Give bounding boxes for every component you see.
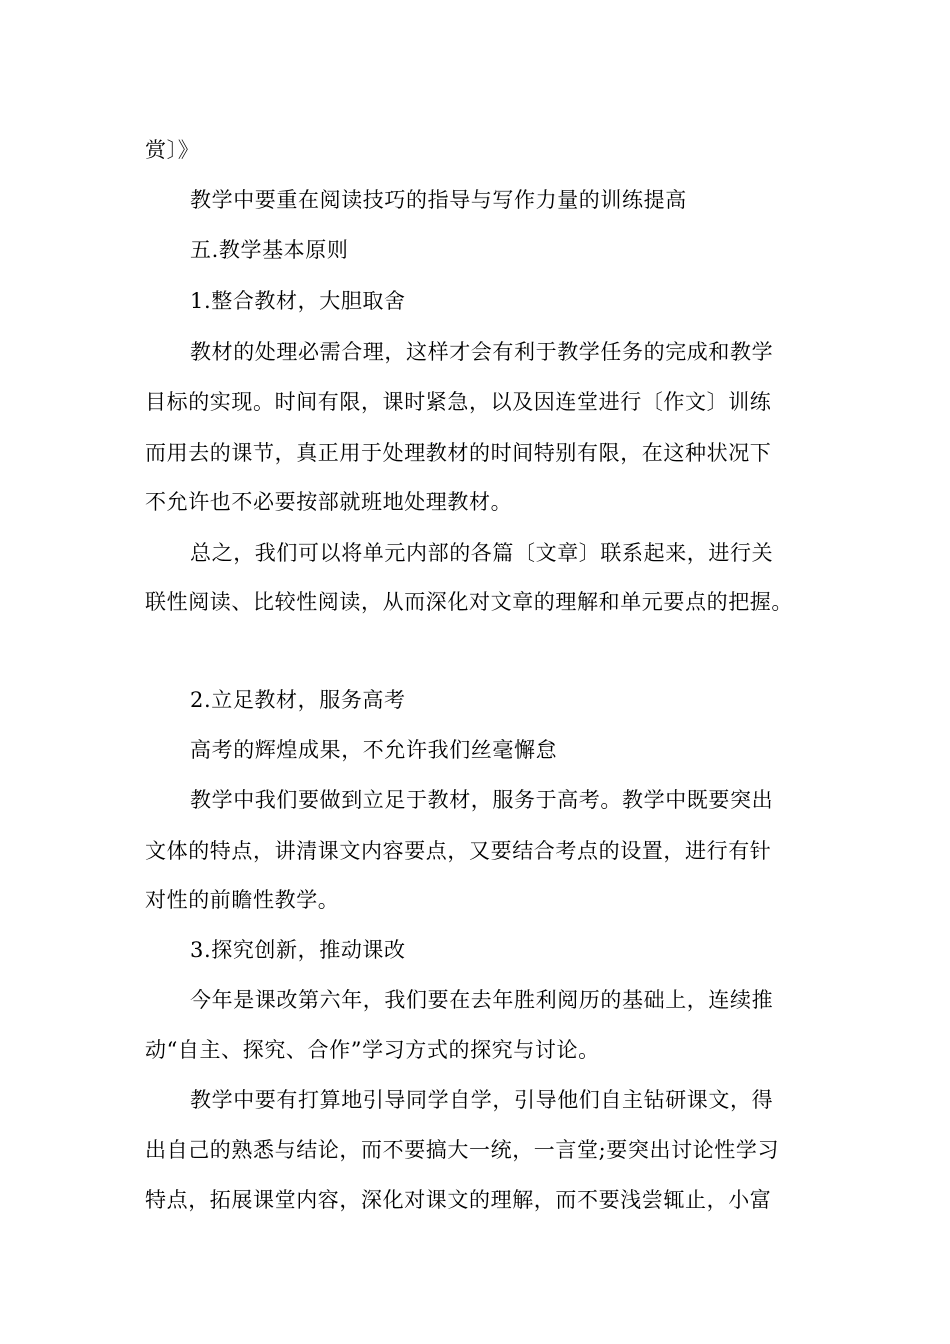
- text-line: 今年是课改第六年，我们要在去年胜利阅历的基础上，连续推: [190, 988, 774, 1012]
- text-line: 赏〕》: [145, 138, 200, 162]
- text-line: 教学中要有打算地引导同学自学，引导他们自主钻研课文，得: [190, 1088, 774, 1112]
- text-line: 而用去的课节，真正用于处理教材的时间特别有限，在这种状况下: [145, 441, 772, 465]
- text-line: 不允许也不必要按部就班地处理教材。: [145, 490, 513, 514]
- subsection-heading: 1.整合教材，大胆取舍: [190, 289, 406, 313]
- text-line: 联性阅读、比较性阅读，从而深化对文章的理解和单元要点的把握。: [145, 590, 793, 614]
- text-line: 文体的特点，讲清课文内容要点，又要结合考点的设置，进行有针: [145, 839, 772, 863]
- subsection-heading: 3.探究创新，推动课改: [190, 938, 406, 962]
- subsection-heading: 2.立足教材，服务高考: [190, 688, 406, 712]
- text-line: 教学中我们要做到立足于教材，服务于高考。教学中既要突出: [190, 788, 774, 812]
- text-line: 高考的辉煌成果，不允许我们丝毫懈怠: [190, 738, 558, 762]
- text-line: 目标的实现。时间有限，课时紧急，以及因连堂进行〔作文〕训练: [145, 390, 772, 414]
- text-line: 出自己的熟悉与结论，而不要搞大一统，一言堂;要突出讨论性学习: [145, 1138, 780, 1162]
- text-line: 特点，拓展课堂内容，深化对课文的理解，而不要浅尝辄止，小富: [145, 1188, 772, 1212]
- text-line: 教材的处理必需合理，这样才会有利于教学任务的完成和教学: [190, 340, 774, 364]
- text-line: 教学中要重在阅读技巧的指导与写作力量的训练提高: [190, 188, 687, 212]
- text-line: 对性的前瞻性教学。: [145, 888, 340, 912]
- text-line: 动“自主、探究、合作”学习方式的探究与讨论。: [145, 1038, 600, 1062]
- section-heading: 五.教学基本原则: [190, 238, 349, 262]
- text-line: 总之，我们可以将单元内部的各篇〔文章〕联系起来，进行关: [190, 541, 774, 565]
